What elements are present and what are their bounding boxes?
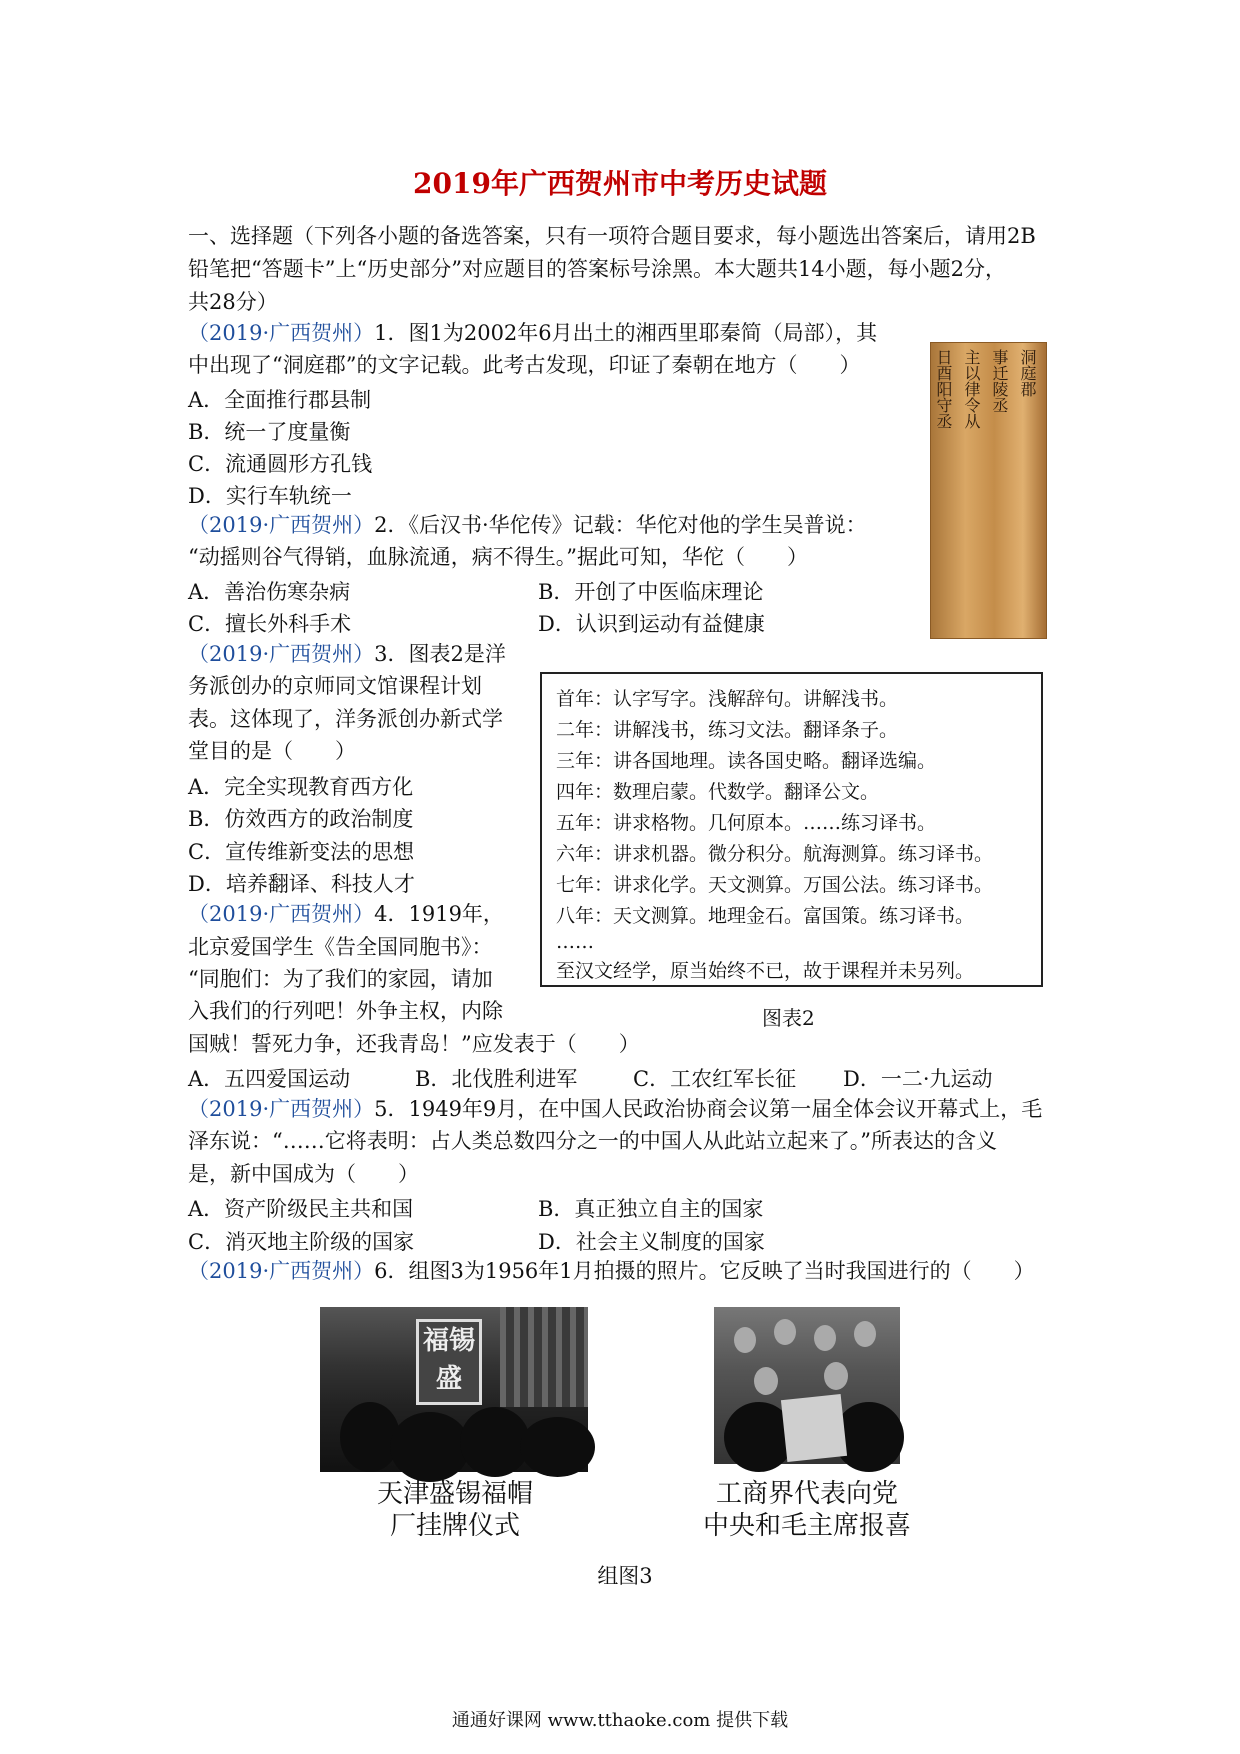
question-source: （2019·广西贺州）: [188, 321, 375, 345]
question-stem: 中出现了“洞庭郡”的文字记载。此考古发现，印证了秦朝在地方（ ）: [188, 353, 861, 377]
option-a[interactable]: A．全面推行郡县制: [188, 388, 372, 412]
photo1-caption: [330, 1478, 580, 1542]
curriculum-row: 首年：认字写字。浅解辞句。讲解浅书。: [556, 688, 899, 710]
curriculum-row: 六年：讲求机器。微分积分。航海测算。练习译书。: [556, 843, 994, 865]
option-c[interactable]: C．工农红军长征: [633, 1067, 797, 1091]
option-b[interactable]: B．北伐胜利进军: [415, 1067, 578, 1091]
curriculum-table: [540, 672, 1043, 987]
caption-line: 工商界代表向党: [715, 1479, 898, 1509]
option-d[interactable]: D．培养翻译、科技人才: [188, 872, 415, 896]
question-stem: 国贼！誓死力争，还我青岛！”应发表于（ ）: [188, 1032, 640, 1056]
question-source: （2019·广西贺州）: [188, 1097, 375, 1121]
curriculum-row: 八年：天文测算。地理金石。富国策。练习译书。: [556, 905, 975, 927]
option-a[interactable]: A．资产阶级民主共和国: [188, 1197, 414, 1221]
photo-industry-representatives: [714, 1307, 900, 1464]
question-source: （2019·广西贺州）: [188, 1259, 375, 1283]
question-stem: 是，新中国成为（ ）: [188, 1162, 419, 1186]
photo-tianjin-factory: [320, 1307, 588, 1472]
instruction-line-3: 共28分）: [188, 290, 278, 314]
question-stem: “同胞们：为了我们的家园，请加: [188, 967, 493, 991]
bamboo-column: 主以律令从: [962, 349, 981, 429]
question-stem: 1．图1为2002年6月出土的湘西里耶秦简（局部），其: [374, 321, 878, 345]
bamboo-slip-image: [930, 342, 1047, 639]
curriculum-row: 五年：讲求格物。几何原本。……练习译书。: [556, 812, 937, 834]
caption-line: 天津盛锡福帽: [376, 1479, 533, 1509]
question-stem: 3．图表2是洋: [374, 642, 506, 666]
instruction-line-1: 一、选择题（下列各小题的备选答案，只有一项符合题目要求，每小题选出答案后，请用2B: [188, 224, 1036, 248]
curriculum-row: 至汉文经学，原当始终不已，故于课程并未另列。: [556, 960, 975, 982]
curriculum-row: 七年：讲求化学。天文测算。万国公法。练习译书。: [556, 874, 994, 896]
factory-sign: 福锡盛: [416, 1319, 482, 1405]
exam-title: 2019年广西贺州市中考历史试题: [413, 167, 827, 200]
option-c[interactable]: C．擅长外科手术: [188, 612, 352, 636]
question-stem: 6．组图3为1956年1月拍摄的照片。它反映了当时我国进行的（ ）: [374, 1259, 1035, 1283]
question-stem: 4．1919年，: [374, 902, 504, 926]
curriculum-row: 二年：讲解浅书，练习文法。翻译条子。: [556, 719, 899, 741]
curriculum-row: ……: [556, 931, 594, 953]
option-a[interactable]: A．完全实现教育西方化: [188, 775, 414, 799]
option-b[interactable]: B．统一了度量衡: [188, 420, 351, 444]
option-a[interactable]: A．善治伤寒杂病: [188, 580, 351, 604]
option-c[interactable]: C．流通圆形方孔钱: [188, 452, 373, 476]
photo2-caption: [682, 1478, 932, 1542]
figure-caption: 图表2: [762, 1006, 815, 1030]
caption-line: 中央和毛主席报喜: [702, 1511, 911, 1541]
group-figure-caption: 组图3: [597, 1564, 653, 1588]
option-d[interactable]: D．认识到运动有益健康: [538, 612, 765, 636]
question-stem: “动摇则谷气得销，血脉流通，病不得生。”据此可知，华佗（ ）: [188, 545, 808, 569]
question-stem: 务派创办的京师同文馆课程计划: [188, 674, 482, 698]
question-source: （2019·广西贺州）: [188, 902, 375, 926]
caption-line: 厂挂牌仪式: [389, 1511, 520, 1541]
option-d[interactable]: D．一二·九运动: [843, 1067, 993, 1091]
question-stem: 2．《后汉书·华佗传》记载：华佗对他的学生吴普说：: [374, 513, 867, 537]
question-source: （2019·广西贺州）: [188, 642, 375, 666]
option-a[interactable]: A．五四爱国运动: [188, 1067, 351, 1091]
option-d[interactable]: D．实行车轨统一: [188, 484, 352, 508]
page-footer: 通通好课网 www.tthaoke.com 提供下载: [451, 1710, 789, 1731]
curriculum-row: 四年：数理启蒙。代数学。翻译公文。: [556, 781, 880, 803]
option-d[interactable]: D．社会主义制度的国家: [538, 1230, 765, 1254]
curriculum-row: 三年：讲各国地理。读各国史略。翻译选编。: [556, 750, 937, 772]
question-stem: 表。这体现了，洋务派创办新式学: [188, 707, 503, 731]
option-b[interactable]: B．真正独立自主的国家: [538, 1197, 764, 1221]
option-b[interactable]: B．开创了中医临床理论: [538, 580, 764, 604]
question-stem: 入我们的行列吧！外争主权，内除: [188, 999, 503, 1023]
question-stem: 5．1949年9月，在中国人民政治协商会议第一届全体会议开幕式上，毛: [374, 1097, 1043, 1121]
option-c[interactable]: C．宣传维新变法的思想: [188, 840, 415, 864]
bamboo-column: 事迁陵丞: [990, 349, 1009, 413]
option-b[interactable]: B．仿效西方的政治制度: [188, 807, 414, 831]
bamboo-column: 洞庭郡: [1018, 349, 1037, 397]
question-source: （2019·广西贺州）: [188, 513, 375, 537]
question-stem: 堂目的是（ ）: [188, 739, 356, 763]
question-stem: 泽东说：“……它将表明：占人类总数四分之一的中国人从此站立起来了。”所表达的含义: [188, 1129, 997, 1153]
bamboo-column: 日酉阳守丞: [934, 349, 953, 429]
question-stem: 北京爱国学生《告全国同胞书》：: [188, 935, 493, 959]
instruction-line-2: 铅笔把“答题卡”上“历史部分”对应题目的答案标号涂黑。本大题共14小题，每小题2分，: [188, 257, 1007, 281]
option-c[interactable]: C．消灭地主阶级的国家: [188, 1230, 415, 1254]
